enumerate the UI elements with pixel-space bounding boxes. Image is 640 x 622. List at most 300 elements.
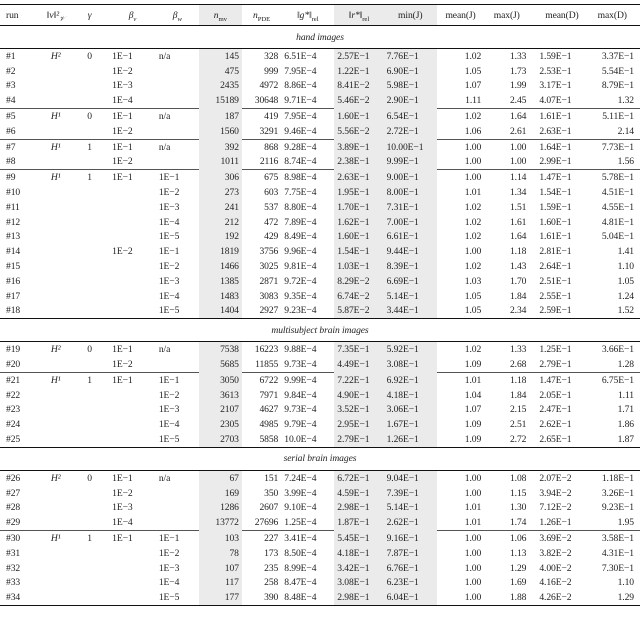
cell-max-d: 1.41	[617, 246, 634, 258]
cell-mean-d: 2.65E−1	[529, 432, 587, 447]
cell-min-j: 9.99E−1	[384, 155, 437, 170]
cell-mean-d: 1.59E−1	[539, 201, 572, 213]
cell-mean-d: 2.55E−1	[539, 290, 572, 302]
cell-norm	[34, 155, 77, 170]
cell-min-j: 9.44E−1	[384, 244, 437, 259]
cell-gamma	[77, 200, 102, 215]
cell-r-rel: 4.59E−1	[334, 486, 383, 501]
cell-beta-w: n/a	[156, 139, 199, 154]
table-row	[0, 289, 640, 304]
cell-run: #26	[6, 472, 21, 484]
cell-g-rel: 9.72E−4	[284, 275, 317, 287]
cell-beta-w: n/a	[156, 109, 199, 124]
cell-max-d: 9.23E−1	[601, 502, 634, 514]
cell-beta-v: 1E−2	[112, 125, 133, 137]
cell-mean-d: 1.25E−1	[539, 344, 572, 356]
cell-r-rel: 2.63E−1	[334, 170, 383, 185]
cell-n-mv: 67	[199, 470, 242, 485]
cell-max-j: 2.51	[509, 419, 527, 431]
cell-n-mv: 107	[199, 561, 242, 576]
table-row	[0, 590, 640, 605]
cell-beta-v: 1E−1	[112, 50, 133, 62]
cell-max-d: 1.95	[617, 517, 634, 529]
cell-norm	[34, 432, 77, 447]
cell-mean-d: 4.16E−2	[539, 577, 572, 589]
cell-beta-w: 1E−3	[158, 404, 180, 416]
cell-norm	[34, 289, 77, 304]
cell-beta-w: n/a	[158, 50, 171, 62]
cell-gamma	[77, 515, 102, 530]
cell-mean-j: 1.06	[464, 125, 482, 137]
cell-n-mv: 3050	[199, 372, 242, 387]
cell-norm	[34, 501, 77, 516]
cell-mean-d: 2.51E−1	[539, 275, 572, 287]
cell-n-mv: 2435	[199, 79, 242, 94]
cell-run: #8	[6, 156, 16, 168]
cell-beta-v	[102, 259, 156, 274]
cell-max-d: 3.37E−1	[601, 50, 634, 62]
cell-beta-v	[102, 546, 156, 561]
cell-n-pde: 328	[264, 50, 279, 62]
cell-beta-w	[156, 501, 199, 516]
cell-min-j: 2.62E−1	[384, 515, 437, 530]
cell-max-j: 1.43	[509, 261, 527, 273]
cell-gamma	[77, 546, 102, 561]
cell-max-d: 1.18E−1	[601, 472, 634, 484]
cell-r-rel: 1.60E−1	[334, 109, 383, 124]
cell-beta-v	[102, 561, 156, 576]
cell-beta-v: 1E−2	[112, 65, 133, 77]
cell-mean-j: 1.02	[464, 216, 482, 228]
cell-run: #31	[6, 547, 21, 559]
cell-mean-d: 3.94E−2	[539, 487, 572, 499]
cell-n-mv: 15189	[199, 93, 242, 108]
cell-n-pde: 603	[264, 187, 279, 199]
cell-mean-j: 1.01	[464, 187, 482, 199]
cell-gamma	[77, 64, 102, 79]
cell-mean-d: 2.07E−2	[539, 472, 572, 484]
cell-mean-j: 1.00	[464, 562, 482, 574]
cell-beta-v: 1E−2	[112, 359, 133, 371]
cell-max-d: 1.10	[617, 261, 634, 273]
cell-beta-w: n/a	[158, 344, 171, 356]
cell-run: #28	[6, 502, 21, 514]
cell-g-rel: 9.28E−4	[281, 139, 334, 154]
cell-mean-d: 4.26E−2	[529, 590, 587, 605]
col-beta-v: $\beta_v$	[102, 5, 156, 26]
cell-g-rel: 8.48E−4	[281, 590, 334, 605]
cell-min-j: 4.18E−1	[384, 388, 437, 403]
cell-gamma: 0	[87, 50, 92, 62]
col-mean-j: mean(J)	[437, 5, 484, 26]
cell-mean-j: 1.02	[464, 344, 482, 356]
cell-n-mv: 1404	[199, 304, 242, 319]
cell-mean-d: 2.53E−1	[539, 65, 572, 77]
cell-mean-d: 1.54E−1	[539, 187, 572, 199]
cell-n-pde: 30648	[254, 95, 279, 107]
cell-r-rel: 1.60E−1	[334, 230, 383, 245]
cell-beta-v	[102, 590, 156, 605]
cell-min-j: 7.31E−1	[384, 200, 437, 215]
col-max-d: max(D)	[588, 5, 640, 26]
cell-min-j: 6.76E−1	[384, 561, 437, 576]
group-caption: serial brain images	[0, 447, 640, 470]
cell-norm	[34, 244, 77, 259]
cell-beta-w: 1E−3	[158, 562, 180, 574]
cell-mean-d: 2.59E−1	[529, 304, 587, 319]
cell-g-rel: 6.51E−4	[284, 50, 317, 62]
cell-beta-w	[156, 515, 199, 530]
cell-beta-w: 1E−5	[156, 432, 199, 447]
cell-max-j: 1.18	[509, 246, 527, 258]
cell-min-j: 6.92E−1	[384, 372, 437, 387]
cell-mean-d: 3.69E−2	[529, 531, 587, 546]
cell-norm	[34, 79, 77, 94]
cell-n-mv: 2703	[199, 432, 242, 447]
cell-min-j: 9.04E−1	[384, 470, 437, 485]
cell-mean-j: 1.00	[437, 139, 484, 154]
cell-norm	[34, 590, 77, 605]
cell-r-rel: 1.87E−1	[334, 515, 383, 530]
cell-g-rel: 9.46E−4	[284, 125, 317, 137]
cell-norm	[34, 274, 77, 289]
cell-n-pde: 2927	[242, 304, 281, 319]
cell-mean-j: 1.02	[464, 201, 482, 213]
cell-run: #1	[6, 50, 16, 62]
cell-mean-j: 1.00	[464, 487, 482, 499]
cell-n-mv: 1819	[199, 244, 242, 259]
cell-r-rel: 2.98E−1	[334, 590, 383, 605]
cell-beta-w: 1E−4	[158, 216, 180, 228]
cell-min-j: 2.72E−1	[384, 124, 437, 139]
col-mean-d: mean(D)	[529, 5, 587, 26]
table-row	[0, 93, 640, 108]
cell-norm	[34, 230, 77, 245]
cell-min-j: 6.54E−1	[384, 109, 437, 124]
cell-beta-w: 1E−1	[156, 372, 199, 387]
cell-max-d: 1.24	[617, 290, 634, 302]
cell-beta-w	[156, 155, 199, 170]
cell-n-pde: 11855	[255, 359, 279, 371]
cell-n-pde: 3291	[259, 125, 279, 137]
cell-max-d: 6.75E−1	[588, 372, 640, 387]
cell-r-rel: 1.54E−1	[334, 244, 383, 259]
cell-max-j: 1.88	[484, 590, 529, 605]
cell-n-mv: 1466	[199, 259, 242, 274]
cell-n-mv: 13772	[199, 515, 242, 530]
cell-n-mv: 1385	[199, 274, 242, 289]
cell-r-rel: 5.87E−2	[334, 304, 383, 319]
cell-max-d: 3.26E−1	[601, 487, 634, 499]
cell-r-rel: 7.22E−1	[334, 372, 383, 387]
cell-n-pde: 390	[242, 590, 281, 605]
cell-g-rel: 9.81E−4	[284, 261, 317, 273]
cell-mean-d: 2.63E−1	[539, 125, 572, 137]
cell-beta-v: 1E−1	[102, 531, 156, 546]
cell-n-mv: 1560	[199, 124, 242, 139]
cell-mean-d: 1.61E−1	[539, 231, 572, 243]
cell-mean-d: 2.79E−1	[539, 359, 572, 371]
cell-beta-w: 1E−3	[158, 275, 180, 287]
cell-norm	[34, 388, 77, 403]
cell-gamma	[77, 215, 102, 230]
cell-max-j: 1.29	[509, 562, 527, 574]
cell-min-j: 5.14E−1	[384, 289, 437, 304]
cell-norm	[34, 124, 77, 139]
cell-r-rel: 3.42E−1	[334, 561, 383, 576]
cell-r-rel: 2.98E−1	[334, 501, 383, 516]
cell-norm	[34, 64, 77, 79]
table-row	[0, 515, 640, 530]
cell-n-pde: 537	[264, 201, 279, 213]
cell-n-pde: 4627	[259, 404, 279, 416]
cell-mean-j: 1.00	[464, 472, 482, 484]
cell-beta-v	[102, 388, 156, 403]
table-row	[0, 244, 640, 259]
cell-mean-j: 1.09	[437, 432, 484, 447]
cell-min-j: 3.06E−1	[384, 403, 437, 418]
cell-min-j: 9.00E−1	[384, 170, 437, 185]
col-r-rel: $‖r*‖_{rel}$	[334, 5, 383, 26]
cell-r-rel: 6.74E−2	[334, 289, 383, 304]
cell-gamma	[77, 259, 102, 274]
cell-min-j: 5.98E−1	[384, 79, 437, 94]
group-caption: multisubject brain images	[0, 319, 640, 342]
cell-max-j: 2.72	[484, 432, 529, 447]
cell-n-pde: 7971	[259, 389, 279, 401]
cell-max-j: 1.08	[509, 472, 527, 484]
cell-max-j: 1.00	[484, 139, 529, 154]
cell-g-rel: 9.84E−4	[284, 389, 317, 401]
cell-run: #10	[6, 187, 21, 199]
cell-run: #3	[6, 80, 16, 92]
cell-norm	[34, 185, 77, 200]
cell-gamma	[77, 185, 102, 200]
cell-max-j: 2.61	[509, 125, 527, 137]
cell-max-j: 2.68	[509, 359, 527, 371]
cell-min-j: 7.00E−1	[384, 215, 437, 230]
cell-g-rel: 9.96E−4	[284, 246, 317, 258]
cell-min-j: 3.08E−1	[384, 357, 437, 372]
table-row	[0, 576, 640, 591]
cell-g-rel: 9.73E−4	[284, 359, 317, 371]
cell-n-mv: 273	[199, 185, 242, 200]
cell-max-j: 1.33	[509, 344, 527, 356]
cell-mean-j: 1.07	[464, 404, 482, 416]
cell-run: #22	[6, 389, 21, 401]
cell-n-mv: 78	[199, 546, 242, 561]
cell-norm: H¹	[34, 109, 77, 124]
cell-mean-j: 1.04	[464, 389, 482, 401]
cell-beta-v	[102, 417, 156, 432]
cell-min-j: 7.87E−1	[384, 546, 437, 561]
cell-mean-d: 3.17E−1	[539, 80, 572, 92]
cell-mean-d: 2.47E−1	[539, 404, 572, 416]
cell-gamma	[77, 304, 102, 319]
cell-n-pde: 3083	[259, 290, 279, 302]
cell-n-mv: 187	[199, 109, 242, 124]
table-row	[0, 230, 640, 245]
cell-run: #20	[6, 359, 21, 371]
cell-gamma	[77, 590, 102, 605]
cell-mean-j: 1.11	[465, 95, 482, 107]
cell-max-j: 1.34	[509, 187, 527, 199]
table-row	[0, 432, 640, 447]
cell-n-pde: 419	[242, 109, 281, 124]
table-row	[0, 79, 640, 94]
cell-max-d: 5.54E−1	[601, 65, 634, 77]
cell-run: #34	[0, 590, 34, 605]
cell-r-rel: 2.38E−1	[334, 155, 383, 170]
cell-gamma: 1	[77, 139, 102, 154]
cell-n-pde: 3025	[259, 261, 279, 273]
cell-n-pde: 2871	[259, 275, 279, 287]
cell-n-pde: 16223	[254, 344, 279, 356]
cell-run: #23	[6, 404, 21, 416]
cell-n-mv: 392	[199, 139, 242, 154]
cell-norm: H²	[50, 50, 61, 62]
cell-max-j: 2.45	[509, 95, 527, 107]
table-row	[0, 501, 640, 516]
cell-beta-v: 1E−3	[112, 502, 133, 514]
col-n-mv: $n_{mv}$	[199, 5, 242, 26]
cell-beta-w	[156, 93, 199, 108]
cell-mean-d: 1.26E−1	[539, 517, 572, 529]
cell-g-rel: 9.99E−4	[281, 372, 334, 387]
cell-max-j: 1.14	[484, 170, 529, 185]
table-row	[0, 215, 640, 230]
table-row	[0, 304, 640, 319]
cell-n-pde: 2116	[259, 156, 279, 168]
cell-gamma	[77, 403, 102, 418]
cell-r-rel: 1.62E−1	[334, 215, 383, 230]
cell-n-mv: 2107	[199, 403, 242, 418]
cell-run: #33	[6, 577, 21, 589]
cell-mean-d: 1.60E−1	[539, 216, 572, 228]
header-row	[0, 5, 640, 26]
cell-max-j: 1.70	[509, 275, 527, 287]
cell-gamma: 0	[87, 344, 92, 356]
cell-g-rel: 8.47E−4	[284, 577, 317, 589]
cell-mean-j: 1.05	[437, 304, 484, 319]
table-body	[0, 26, 640, 606]
cell-norm: H¹	[34, 372, 77, 387]
cell-mean-d: 2.62E−1	[539, 419, 572, 431]
cell-run: #2	[6, 65, 16, 77]
cell-n-pde: 4972	[259, 80, 279, 92]
cell-max-d: 4.55E−1	[601, 201, 634, 213]
cell-run: #5	[0, 109, 34, 124]
cell-min-j: 5.14E−1	[384, 501, 437, 516]
table-row	[0, 417, 640, 432]
cell-g-rel: 8.49E−4	[284, 231, 317, 243]
cell-n-mv: 117	[199, 576, 242, 591]
cell-gamma: 0	[87, 472, 92, 484]
col-run: run	[0, 5, 34, 26]
cell-norm: H²	[50, 344, 61, 356]
cell-min-j: 6.90E−1	[384, 64, 437, 79]
cell-norm: H¹	[34, 139, 77, 154]
cell-n-mv: 177	[199, 590, 242, 605]
cell-norm	[34, 561, 77, 576]
table-row	[0, 561, 640, 576]
cell-r-rel: 3.89E−1	[334, 139, 383, 154]
cell-max-j: 1.13	[509, 547, 527, 559]
cell-run: #27	[6, 487, 21, 499]
cell-norm	[34, 576, 77, 591]
cell-r-rel: 4.90E−1	[334, 388, 383, 403]
cell-beta-w	[156, 64, 199, 79]
cell-g-rel: 7.89E−4	[284, 216, 317, 228]
cell-beta-w: 1E−5	[156, 304, 199, 319]
cell-run: #14	[6, 246, 21, 258]
table-row	[0, 342, 640, 357]
table-row	[0, 546, 640, 561]
cell-min-j: 8.39E−1	[384, 259, 437, 274]
cell-n-mv: 1011	[199, 155, 242, 170]
cell-beta-v: 1E−1	[112, 472, 133, 484]
cell-mean-j: 1.02	[464, 231, 482, 243]
cell-run: #30	[0, 531, 34, 546]
cell-max-d: 1.71	[617, 404, 634, 416]
cell-max-d: 1.10	[617, 577, 634, 589]
cell-gamma	[77, 289, 102, 304]
cell-mean-d: 1.47E−1	[529, 170, 587, 185]
cell-min-j: 5.92E−1	[384, 342, 437, 357]
cell-max-d: 3.66E−1	[601, 344, 634, 356]
cell-beta-v: 1E−4	[112, 517, 133, 529]
cell-mean-d: 3.82E−2	[539, 547, 572, 559]
cell-max-d: 4.31E−1	[601, 547, 634, 559]
results-table	[0, 4, 640, 606]
cell-gamma: 1	[77, 531, 102, 546]
cell-run: #24	[6, 419, 21, 431]
cell-g-rel: 10.0E−4	[281, 432, 334, 447]
cell-beta-v: 1E−3	[112, 80, 133, 92]
cell-gamma	[77, 124, 102, 139]
cell-g-rel: 9.73E−4	[284, 404, 317, 416]
cell-min-j: 9.16E−1	[384, 531, 437, 546]
cell-n-mv: 475	[199, 64, 242, 79]
cell-max-d: 3.58E−1	[588, 531, 640, 546]
col-norm: $‖v‖^2_𝒱$	[34, 5, 77, 26]
cell-g-rel: 1.25E−4	[284, 517, 317, 529]
cell-beta-v	[102, 304, 156, 319]
cell-beta-v: 1E−1	[102, 170, 156, 185]
cell-mean-d: 2.05E−1	[539, 389, 572, 401]
cell-r-rel: 6.72E−1	[334, 470, 383, 485]
cell-gamma	[77, 93, 102, 108]
cell-mean-j: 1.09	[464, 419, 482, 431]
cell-r-rel: 8.29E−2	[334, 274, 383, 289]
table-row	[0, 200, 640, 215]
cell-r-rel: 3.08E−1	[334, 576, 383, 591]
cell-gamma	[77, 432, 102, 447]
table-row	[0, 170, 640, 185]
cell-norm	[34, 546, 77, 561]
table-row	[0, 109, 640, 124]
col-min-j: min(J)	[384, 5, 437, 26]
cell-g-rel: 8.86E−4	[284, 80, 317, 92]
cell-gamma	[77, 417, 102, 432]
cell-mean-j: 1.03	[464, 275, 482, 287]
cell-mean-j: 1.00	[464, 577, 482, 589]
cell-gamma: 1	[77, 372, 102, 387]
cell-max-j: 1.33	[509, 50, 527, 62]
cell-gamma: 0	[77, 109, 102, 124]
cell-n-mv: 192	[199, 230, 242, 245]
cell-beta-w	[156, 357, 199, 372]
